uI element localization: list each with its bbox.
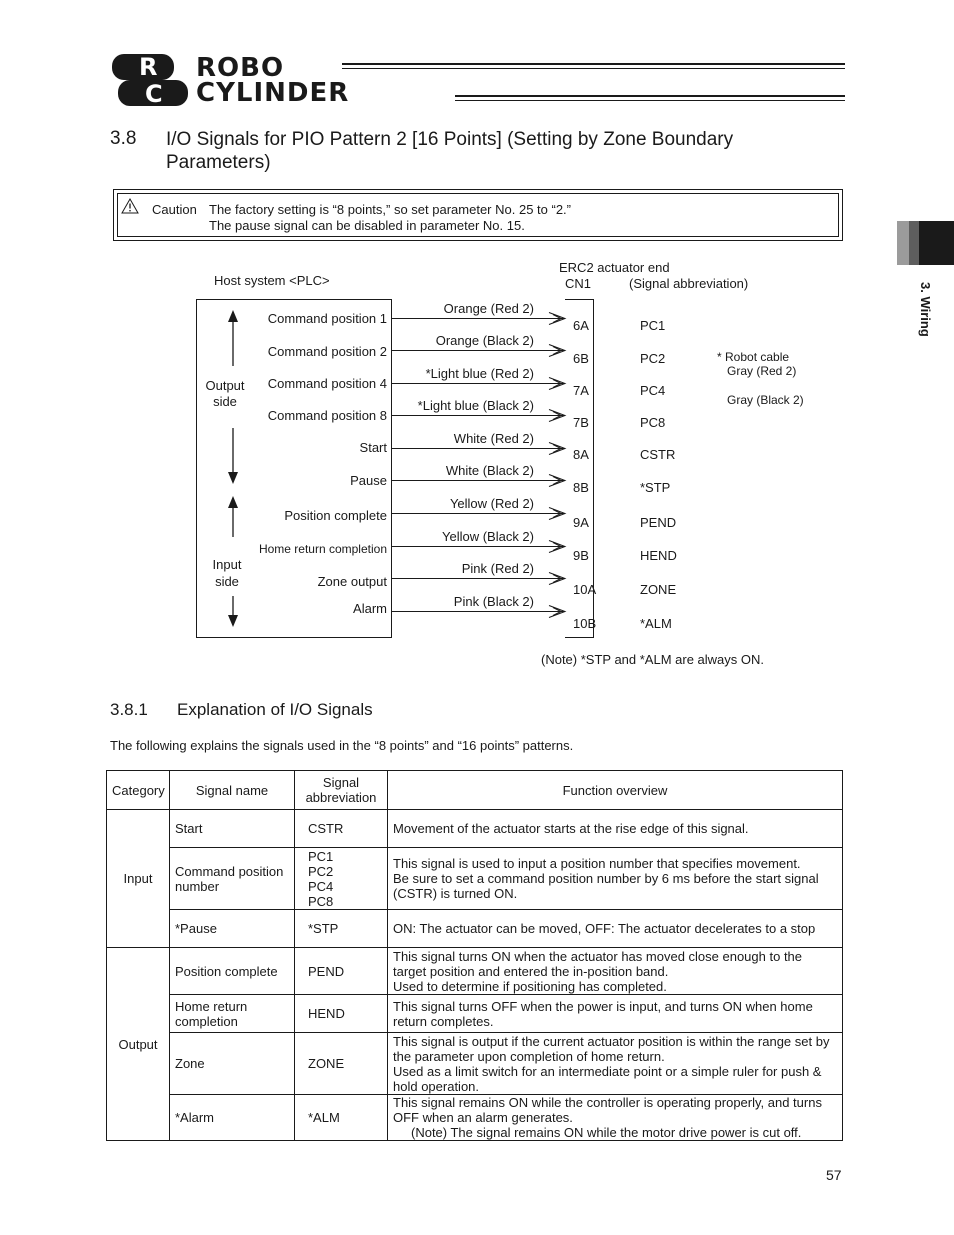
signal-abbreviation: PC1 bbox=[640, 318, 666, 333]
wire-color-label: Yellow (Red 2) bbox=[449, 496, 534, 511]
function-cell: This signal remains ON while the controller is operating properly, and turns OFF when an alarm generates. (Note) The signal remains ON while the motor drive power is cut off. bbox=[388, 1095, 843, 1141]
caution-label: Caution bbox=[152, 202, 197, 217]
table-row bbox=[107, 910, 843, 948]
wire-color-label: *Light blue (Red 2) bbox=[425, 366, 534, 381]
output-side-label-line-1: Output bbox=[205, 378, 245, 393]
brand-line-cylinder: CYLINDER bbox=[196, 78, 350, 108]
category-input: Input bbox=[107, 810, 170, 948]
connector-pin: 6A bbox=[573, 318, 589, 333]
category-output: Output bbox=[107, 948, 170, 1141]
host-signal-label: Pause bbox=[350, 473, 387, 488]
signal-abbreviation: *ALM bbox=[640, 616, 672, 631]
table-row bbox=[107, 810, 843, 848]
signal-abbreviation: PC8 bbox=[640, 415, 666, 430]
page-number: 57 bbox=[826, 1167, 842, 1183]
function-cell: This signal is output if the current actuator position is within the range set by the parameter upon completion of home return. Used as a limit switch for an intermediate point or a simple ruler for push & hold operation. bbox=[388, 1033, 843, 1095]
signal-name-cell: Home return completion bbox=[170, 995, 295, 1033]
signal-name-cell: Start bbox=[170, 810, 295, 848]
signal-name-cell: Position complete bbox=[170, 948, 295, 995]
table-row bbox=[107, 995, 843, 1033]
function-cell: This signal turns OFF when the power is input, and turns ON when home return completes. bbox=[388, 995, 843, 1033]
signal-abbreviation: PC2 bbox=[640, 351, 666, 366]
signal-abbr-cell: HEND bbox=[295, 995, 388, 1033]
host-signal-label: Alarm bbox=[353, 601, 387, 616]
header-function-overview: Function overview bbox=[388, 771, 843, 810]
signal-abbr-cell: CSTR bbox=[295, 810, 388, 848]
connector-pin: 8B bbox=[573, 480, 589, 495]
signal-abbr-cell: *ALM bbox=[295, 1095, 388, 1141]
host-signal-label: Command position 2 bbox=[267, 344, 387, 359]
table-row bbox=[107, 948, 843, 995]
signal-name-cell: Command position number bbox=[170, 848, 295, 910]
signal-name-cell: Zone bbox=[170, 1033, 295, 1095]
table-row bbox=[107, 1033, 843, 1095]
wire-color-label: Orange (Black 2) bbox=[435, 333, 534, 348]
wire-color-label: *Light blue (Black 2) bbox=[417, 398, 534, 413]
signal-name-cell: *Alarm bbox=[170, 1095, 295, 1141]
host-signal-label: Home return completion bbox=[258, 542, 387, 556]
subsection-title: Explanation of I/O Signals bbox=[177, 700, 373, 719]
signal-name-cell: *Pause bbox=[170, 910, 295, 948]
header-signal-name: Signal name bbox=[170, 771, 295, 810]
header-category: Category bbox=[107, 771, 170, 810]
connector-pin: 9A bbox=[573, 515, 589, 530]
signal-abbr-cell: ZONE bbox=[295, 1033, 388, 1095]
function-cell: This signal turns ON when the actuator has moved close enough to the target position and entered the in-position band. Used to determine if positioning has completed. bbox=[388, 948, 843, 995]
function-cell: This signal is used to input a position number that specifies movement. Be sure to set a command position number by 6 ms before the start signal (CSTR) is turned ON. bbox=[388, 848, 843, 910]
input-side-label-line-2: side bbox=[215, 574, 239, 589]
wire-color-label: Pink (Red 2) bbox=[461, 561, 534, 576]
caution-text-line-2: The pause signal can be disabled in parameter No. 15. bbox=[209, 218, 525, 233]
wire-color-label: White (Red 2) bbox=[453, 431, 534, 446]
connector-pin: 10B bbox=[573, 616, 597, 631]
connector-pin: 9B bbox=[573, 548, 589, 563]
signal-abbreviation: ZONE bbox=[640, 582, 677, 597]
connector-pin: 10A bbox=[573, 582, 597, 597]
host-signal-label: Command position 1 bbox=[267, 311, 387, 326]
host-signal-label: Command position 4 bbox=[267, 376, 387, 391]
robot-cable-note: * Robot cable bbox=[717, 350, 790, 364]
brand-line-robo: ROBO bbox=[196, 53, 285, 83]
subsection-number: 3.8.1 bbox=[110, 700, 148, 719]
signal-abbreviation: HEND bbox=[640, 548, 677, 563]
section-number: 3.8 bbox=[110, 128, 137, 149]
connector-label: CN1 bbox=[565, 276, 592, 291]
logo-letter-c: C bbox=[145, 80, 163, 106]
header-signal-abbreviation: Signal abbreviation bbox=[295, 771, 388, 810]
signal-abbr-cell: PEND bbox=[295, 948, 388, 995]
function-cell: Movement of the actuator starts at the rise edge of this signal. bbox=[388, 810, 843, 848]
logo-letter-r: R bbox=[139, 54, 158, 81]
caution-text-line-1: The factory setting is “8 points,” so set parameter No. 25 to “2.” bbox=[209, 202, 571, 217]
signal-abbreviation: PEND bbox=[640, 515, 677, 530]
robot-cable-red: Gray (Red 2) bbox=[727, 364, 797, 378]
function-cell: ON: The actuator can be moved, OFF: The actuator decelerates to a stop bbox=[388, 910, 843, 948]
output-side-label-line-2: side bbox=[213, 394, 237, 409]
wire-color-label: Yellow (Black 2) bbox=[441, 529, 534, 544]
signal-table bbox=[106, 770, 843, 1141]
signal-abbreviation: PC4 bbox=[640, 383, 666, 398]
host-signal-label: Start bbox=[359, 440, 387, 455]
host-signal-label: Position complete bbox=[284, 508, 387, 523]
wire-color-label: White (Black 2) bbox=[445, 463, 534, 478]
host-signal-label: Command position 8 bbox=[267, 408, 387, 423]
actuator-end-title: ERC2 actuator end bbox=[559, 260, 670, 275]
section-title: I/O Signals for PIO Pattern 2 [16 Points] (Setting by Zone Boundary Parameters) bbox=[166, 129, 734, 173]
table-row bbox=[107, 848, 843, 910]
robot-cable-black: Gray (Black 2) bbox=[727, 393, 804, 407]
connector-pin: 7B bbox=[573, 415, 589, 430]
table-header-row bbox=[107, 771, 843, 810]
side-tab-label: 3. Wiring bbox=[918, 282, 933, 337]
signal-abbr-cell: PC1 PC2 PC4 PC8 bbox=[295, 848, 388, 910]
diagram-note: (Note) *STP and *ALM are always ON. bbox=[541, 652, 765, 667]
signal-abbreviation: *STP bbox=[640, 480, 671, 495]
wire-color-label: Pink (Black 2) bbox=[453, 594, 534, 609]
signal-abbr-cell: *STP bbox=[295, 910, 388, 948]
host-signal-label: Zone output bbox=[317, 574, 387, 589]
signal-abbreviation-header: (Signal abbreviation) bbox=[629, 276, 749, 291]
intro-paragraph: The following explains the signals used in the “8 points” and “16 points” patterns. bbox=[110, 738, 574, 753]
connector-pin: 6B bbox=[573, 351, 589, 366]
signal-abbreviation: CSTR bbox=[640, 447, 676, 462]
wire-color-label: Orange (Red 2) bbox=[443, 301, 534, 316]
connector-pin: 7A bbox=[573, 383, 589, 398]
input-side-label-line-1: Input bbox=[212, 557, 242, 572]
host-system-title: Host system <PLC> bbox=[214, 273, 330, 288]
connector-pin: 8A bbox=[573, 447, 589, 462]
table-row bbox=[107, 1095, 843, 1141]
